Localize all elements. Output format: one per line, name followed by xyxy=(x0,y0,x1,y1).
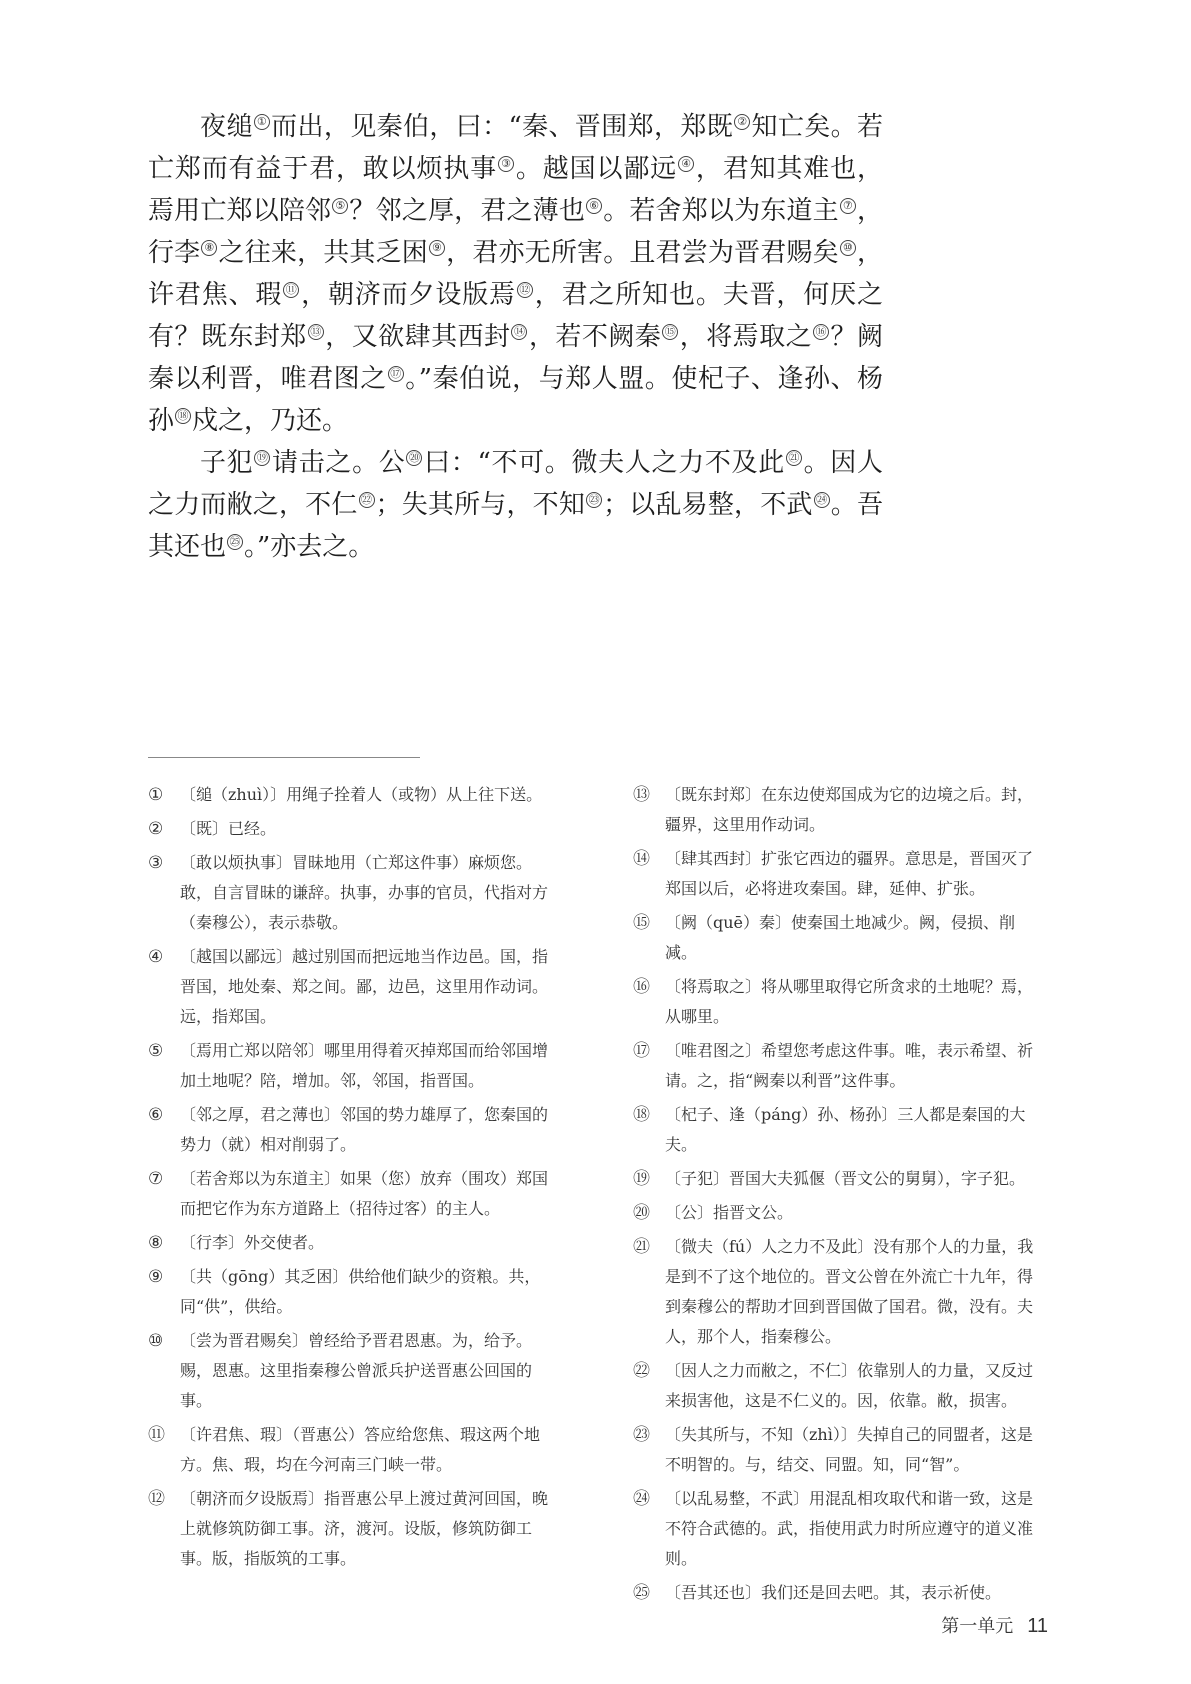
footnote-number: ① xyxy=(148,785,164,805)
footnote-item xyxy=(633,1164,1038,1194)
footnote-text: 〔既东封郑〕在东边使郑国成为它的边境之后。封，疆界，这里用作动词。 xyxy=(665,785,1034,834)
footnote-ref: ㉕ xyxy=(227,534,243,550)
footnote-item xyxy=(633,1198,1038,1228)
paragraph-text: 。若舍郑以为东道主 xyxy=(603,196,839,226)
footnote-ref: ⑲ xyxy=(254,450,270,466)
footnote-item xyxy=(633,1100,1038,1160)
footnote-item xyxy=(148,1164,553,1224)
paragraph-text: 。吾其还也 xyxy=(148,490,883,562)
paragraph-text: ？阙秦以利晋，唯君图之 xyxy=(148,322,883,394)
paragraph-text: ，朝济而夕设版焉 xyxy=(300,280,516,310)
footnote-text: 〔焉用亡郑以陪邻〕哪里用得着灭掉郑国而给邻国增加土地呢？陪，增加。邻，邻国，指晋国。 xyxy=(180,1041,549,1090)
footnote-item xyxy=(633,1232,1038,1352)
footnote-text: 〔吾其还也〕我们还是回去吧。其，表示祈使。 xyxy=(665,1583,1002,1602)
footnote-ref: ㉔ xyxy=(814,492,830,508)
paragraph-text: ，许君焦、瑕 xyxy=(148,238,883,310)
footnote-ref: ⑬ xyxy=(308,324,324,340)
footnote-ref: ⑮ xyxy=(662,324,678,340)
footnote-item xyxy=(148,942,553,1032)
paragraph-text: ？邻之厚，君之薄也 xyxy=(349,196,586,226)
footnote-number: ㉑ xyxy=(633,1237,650,1257)
paragraph-text: ，君亦无所害。且君尝为晋君赐矣 xyxy=(445,238,839,268)
footnote-item xyxy=(633,1036,1038,1096)
footnote-ref: ⑱ xyxy=(175,408,191,424)
footnote-text: 〔共（gōng）其乏困〕供给他们缺少的资粮。共，同“供”，供给。 xyxy=(180,1267,541,1316)
footnote-item xyxy=(148,1100,553,1160)
footnote-ref: ㉑ xyxy=(786,450,802,466)
footnote-number: ⑱ xyxy=(633,1105,650,1125)
paragraph-text: 。越国以鄙远 xyxy=(515,154,678,184)
footnote-item xyxy=(148,814,553,844)
footnote-number: ⑨ xyxy=(148,1267,164,1287)
footnote-number: ⑬ xyxy=(633,785,650,805)
footnote-text: 〔敢以烦执事〕冒昧地用（亡郑这件事）麻烦您。敢，自言冒昧的谦辞。执事，办事的官员，代指对方（秦穆公），表示恭敬。 xyxy=(180,853,549,932)
footnote-number: ⑩ xyxy=(148,1331,164,1351)
footnote-text: 〔微夫（fú）人之力不及此〕没有那个人的力量，我是到不了这个地位的。晋文公曾在外流亡十九年，得到秦穆公的帮助才回到晋国做了国君。微，没有。夫人，那个人，指秦穆公。 xyxy=(665,1237,1034,1346)
paragraph-text: 知亡矣。若亡郑而有益于君，敢以烦执事 xyxy=(148,112,883,184)
footnote-item xyxy=(633,1484,1038,1574)
paragraph-text: ，君知其难也，焉用亡郑以陪邻 xyxy=(148,154,883,226)
footnote-text: 〔因人之力而敝之，不仁〕依靠别人的力量，又反过来损害他，这是不仁义的。因，依靠。敝，损害。 xyxy=(665,1361,1034,1410)
paragraph-text: ，若不阙秦 xyxy=(528,322,662,352)
footnote-number: ⑪ xyxy=(148,1425,165,1445)
footnote-item xyxy=(148,1036,553,1096)
footnote-text: 〔公〕指晋文公。 xyxy=(665,1203,794,1222)
footnote-text: 〔杞子、逢（páng）孙、杨孙〕三人都是秦国的大夫。 xyxy=(665,1105,1026,1154)
footnotes-left-column xyxy=(148,780,553,1578)
footnote-text: 〔朝济而夕设版焉〕指晋惠公早上渡过黄河回国，晚上就修筑防御工事。济，渡河。设版，修筑防御工事。版，指版筑的工事。 xyxy=(180,1489,549,1568)
footnote-number: ⑧ xyxy=(148,1233,164,1253)
footnote-text: 〔失其所与，不知（zhì）〕失掉自己的同盟者，这是不明智的。与，结交、同盟。知，同“智”。 xyxy=(665,1425,1033,1474)
footnote-item xyxy=(633,1420,1038,1480)
footnote-ref: ⑥ xyxy=(586,198,602,214)
footnote-ref: ⑦ xyxy=(840,198,856,214)
footnote-ref: ③ xyxy=(498,156,514,172)
footnote-ref: ㉓ xyxy=(586,492,602,508)
paragraph-text: ；以乱易整，不武 xyxy=(603,490,813,520)
footnote-text: 〔许君焦、瑕〕（晋惠公）答应给您焦、瑕这两个地方。焦、瑕，均在今河南三门峡一带。 xyxy=(180,1425,541,1474)
unit-label: 第一单元 xyxy=(941,1616,1014,1637)
footnote-item xyxy=(148,848,553,938)
footnote-text: 〔尝为晋君赐矣〕曾经给予晋君恩惠。为，给予。赐，恩惠。这里指秦穆公曾派兵护送晋惠公回国的事。 xyxy=(180,1331,533,1410)
page-footer xyxy=(941,1612,1048,1638)
paragraph xyxy=(148,106,883,442)
footnote-item xyxy=(148,1484,553,1574)
paragraph-text: 戍之，乃还。 xyxy=(192,406,349,436)
footnotes-right-column xyxy=(633,780,1038,1612)
footnote-item xyxy=(148,780,553,810)
paragraph-text: 请击之。公 xyxy=(271,448,406,478)
footnote-ref: ⑧ xyxy=(201,240,217,256)
footnote-number: ⑮ xyxy=(633,913,650,933)
footnote-text: 〔阙（quē）秦〕使秦国土地减少。阙，侵损、削减。 xyxy=(665,913,1016,962)
footnote-text: 〔肆其西封〕扩张它西边的疆界。意思是，晋国灭了郑国以后，必将进攻秦国。肆，延伸、扩张。 xyxy=(665,849,1034,898)
footnote-item xyxy=(148,1228,553,1258)
footnote-item xyxy=(148,1326,553,1416)
footnote-text: 〔缒（zhuì）〕用绳子拴着人（或物）从上往下送。 xyxy=(180,785,543,804)
footnote-item xyxy=(633,780,1038,840)
footnote-item xyxy=(148,1262,553,1322)
footnote-number: ㉓ xyxy=(633,1425,650,1445)
footnote-ref: ① xyxy=(254,114,270,130)
paragraph-text: ；失其所与，不知 xyxy=(375,490,586,520)
paragraph-text: ，行李 xyxy=(148,196,883,268)
paragraph-text: 子犯 xyxy=(200,448,254,478)
paragraph-text: 之往来，共其乏困 xyxy=(218,238,428,268)
footnote-number: ㉒ xyxy=(633,1361,650,1381)
footnote-number: ⑲ xyxy=(633,1169,650,1189)
paragraph xyxy=(148,442,883,568)
footnote-number: ⑰ xyxy=(633,1041,650,1061)
paragraph-text: 。因人之力而敝之，不仁 xyxy=(148,448,883,520)
footnote-item xyxy=(633,1578,1038,1608)
footnote-ref: ⑨ xyxy=(429,240,445,256)
footnote-number: ⑤ xyxy=(148,1041,164,1061)
footnote-ref: ⑤ xyxy=(332,198,348,214)
footnote-number: ⑦ xyxy=(148,1169,164,1189)
page-number: 11 xyxy=(1027,1615,1048,1637)
main-text xyxy=(148,106,883,568)
footnote-text: 〔若舍郑以为东道主〕如果（您）放弃（围攻）郑国而把它作为东方道路上（招待过客）的主人。 xyxy=(180,1169,549,1218)
footnote-ref: ⑪ xyxy=(283,282,299,298)
footnote-text: 〔行李〕外交使者。 xyxy=(180,1233,325,1252)
footnote-ref: ④ xyxy=(678,156,694,172)
footnote-number: ⑥ xyxy=(148,1105,164,1125)
paragraph-text: 。”亦去之。 xyxy=(244,532,375,562)
footnote-ref: ⑩ xyxy=(840,240,856,256)
paragraph-text: ，君之所知也。夫晋，何厌之有？既东封郑 xyxy=(148,280,883,352)
footnote-item xyxy=(148,1420,553,1480)
footnote-divider xyxy=(148,757,420,758)
paragraph-text: 夜缒 xyxy=(200,112,253,142)
footnote-text: 〔子犯〕晋国大夫狐偃（晋文公的舅舅），字子犯。 xyxy=(665,1169,1026,1188)
footnote-number: ⑭ xyxy=(633,849,650,869)
footnote-ref: ⑰ xyxy=(388,366,404,382)
footnote-text: 〔既〕已经。 xyxy=(180,819,277,838)
footnote-ref: ② xyxy=(734,114,750,130)
paragraph-text: 而出，见秦伯，曰：“秦、晋围郑，郑既 xyxy=(270,112,734,142)
footnote-text: 〔以乱易整，不武〕用混乱相攻取代和谐一致，这是不符合武德的。武，指使用武力时所应遵守的道义准则。 xyxy=(665,1489,1034,1568)
paragraph-text: 曰：“不可。微夫人之力不及此 xyxy=(423,448,785,478)
paragraph-text: ，将焉取之 xyxy=(679,322,813,352)
footnote-number: ⑳ xyxy=(633,1203,650,1223)
footnote-ref: ⑯ xyxy=(813,324,829,340)
footnote-text: 〔唯君图之〕希望您考虑这件事。唯，表示希望、祈请。之，指“阙秦以利晋”这件事。 xyxy=(665,1041,1034,1090)
footnote-ref: ⑳ xyxy=(406,450,422,466)
footnote-text: 〔将焉取之〕将从哪里取得它所贪求的土地呢？焉，从哪里。 xyxy=(665,977,1034,1026)
footnote-item xyxy=(633,908,1038,968)
footnote-item xyxy=(633,972,1038,1032)
footnote-ref: ㉒ xyxy=(359,492,375,508)
footnote-ref: ⑫ xyxy=(517,282,533,298)
footnote-number: ④ xyxy=(148,947,164,967)
footnote-text: 〔越国以鄙远〕越过别国而把远地当作边邑。国，指晋国，地处秦、郑之间。鄙，边邑，这里用作动词。远，指郑国。 xyxy=(180,947,549,1026)
footnote-text: 〔邻之厚，君之薄也〕邻国的势力雄厚了，您秦国的势力（就）相对削弱了。 xyxy=(180,1105,549,1154)
paragraph-text: 。”秦伯说，与郑人盟。使杞子、逢孙、杨孙 xyxy=(148,364,883,436)
footnote-number: ⑫ xyxy=(148,1489,165,1509)
footnote-item xyxy=(633,1356,1038,1416)
footnote-ref: ⑭ xyxy=(511,324,527,340)
footnote-number: ㉕ xyxy=(633,1583,650,1603)
footnote-number: ② xyxy=(148,819,164,839)
footnote-number: ㉔ xyxy=(633,1489,650,1509)
footnote-number: ③ xyxy=(148,853,164,873)
footnote-number: ⑯ xyxy=(633,977,650,997)
paragraph-text: ，又欲肆其西封 xyxy=(324,322,511,352)
footnote-item xyxy=(633,844,1038,904)
